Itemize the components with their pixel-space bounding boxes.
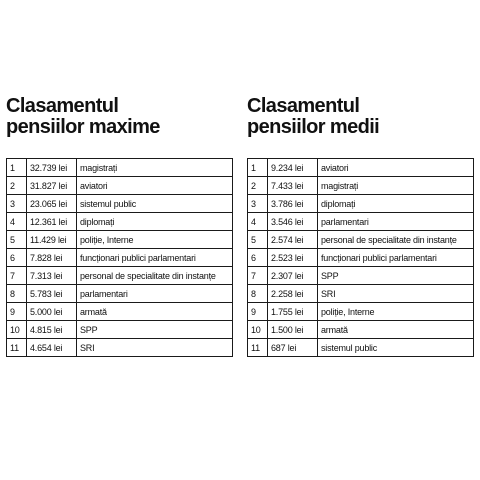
rank-cell: 3 (248, 195, 268, 213)
table-row (248, 321, 474, 339)
pension-value-cell: 2.574 lei (268, 231, 318, 249)
category-cell: funcționari publici parlamentari (77, 249, 233, 267)
rank-cell: 9 (7, 303, 27, 321)
rank-cell: 10 (7, 321, 27, 339)
rank-cell: 1 (248, 159, 268, 177)
ranking-max-panel (6, 95, 216, 353)
rank-cell: 7 (248, 267, 268, 285)
category-cell: parlamentari (318, 213, 474, 231)
pension-value-cell: 1.755 lei (268, 303, 318, 321)
table-row (248, 177, 474, 195)
category-cell: sistemul public (77, 195, 233, 213)
pension-value-cell: 687 lei (268, 339, 318, 357)
rank-cell: 8 (248, 285, 268, 303)
category-cell: personal de specialitate din instanțe (318, 231, 474, 249)
pension-value-cell: 4.654 lei (27, 339, 77, 357)
pension-value-cell: 12.361 lei (27, 213, 77, 231)
rank-cell: 5 (248, 231, 268, 249)
table-row (7, 339, 233, 357)
table-row (7, 285, 233, 303)
rank-cell: 2 (248, 177, 268, 195)
pension-value-cell: 9.234 lei (268, 159, 318, 177)
rank-cell: 7 (7, 267, 27, 285)
table-row (248, 267, 474, 285)
category-cell: SRI (318, 285, 474, 303)
category-cell: magistrați (77, 159, 233, 177)
rank-cell: 8 (7, 285, 27, 303)
table-row (248, 303, 474, 321)
ranking-avg-title-line2: pensiilor medii (247, 116, 380, 138)
category-cell: poliție, Interne (77, 231, 233, 249)
ranking-avg-title-line1: Clasamentul (247, 95, 360, 117)
category-cell: diplomați (318, 195, 474, 213)
pension-value-cell: 2.307 lei (268, 267, 318, 285)
category-cell: armată (77, 303, 233, 321)
category-cell: aviatori (318, 159, 474, 177)
category-cell: SRI (77, 339, 233, 357)
table-row (248, 213, 474, 231)
category-cell: sistemul public (318, 339, 474, 357)
table-row (248, 159, 474, 177)
table-row (7, 159, 233, 177)
rank-cell: 6 (7, 249, 27, 267)
rank-cell: 6 (248, 249, 268, 267)
pension-value-cell: 5.783 lei (27, 285, 77, 303)
category-cell: poliție, Interne (318, 303, 474, 321)
table-row (7, 321, 233, 339)
category-cell: aviatori (77, 177, 233, 195)
pension-value-cell: 2.523 lei (268, 249, 318, 267)
category-cell: funcționari publici parlamentari (318, 249, 474, 267)
rank-cell: 11 (7, 339, 27, 357)
category-cell: personal de specialitate din instanțe (77, 267, 233, 285)
table-row (7, 249, 233, 267)
ranking-avg-title (247, 96, 379, 138)
table-row (7, 303, 233, 321)
ranking-max-title (6, 96, 160, 138)
rank-cell: 5 (7, 231, 27, 249)
ranking-max-title-line2: pensiilor maxime (6, 116, 160, 138)
rank-cell: 2 (7, 177, 27, 195)
table-row (248, 249, 474, 267)
category-cell: SPP (318, 267, 474, 285)
table-row (7, 195, 233, 213)
pension-value-cell: 2.258 lei (268, 285, 318, 303)
rank-cell: 10 (248, 321, 268, 339)
pension-value-cell: 32.739 lei (27, 159, 77, 177)
pension-value-cell: 3.546 lei (268, 213, 318, 231)
ranking-avg-panel (247, 95, 457, 353)
table-row (248, 195, 474, 213)
pension-value-cell: 7.433 lei (268, 177, 318, 195)
pension-value-cell: 23.065 lei (27, 195, 77, 213)
ranking-max-table (6, 158, 233, 357)
rank-cell: 1 (7, 159, 27, 177)
rank-cell: 4 (248, 213, 268, 231)
category-cell: parlamentari (77, 285, 233, 303)
pension-value-cell: 7.313 lei (27, 267, 77, 285)
rank-cell: 9 (248, 303, 268, 321)
pension-value-cell: 5.000 lei (27, 303, 77, 321)
table-row (7, 231, 233, 249)
category-cell: diplomați (77, 213, 233, 231)
pension-value-cell: 1.500 lei (268, 321, 318, 339)
rank-cell: 11 (248, 339, 268, 357)
table-row (248, 231, 474, 249)
rank-cell: 4 (7, 213, 27, 231)
pension-value-cell: 3.786 lei (268, 195, 318, 213)
pension-value-cell: 7.828 lei (27, 249, 77, 267)
category-cell: SPP (77, 321, 233, 339)
table-row (7, 267, 233, 285)
category-cell: magistrați (318, 177, 474, 195)
pension-value-cell: 4.815 lei (27, 321, 77, 339)
category-cell: armată (318, 321, 474, 339)
ranking-max-title-line1: Clasamentul (6, 95, 119, 117)
table-row (248, 285, 474, 303)
table-row (7, 213, 233, 231)
pension-value-cell: 11.429 lei (27, 231, 77, 249)
table-row (248, 339, 474, 357)
ranking-avg-table (247, 158, 474, 357)
rank-cell: 3 (7, 195, 27, 213)
pension-value-cell: 31.827 lei (27, 177, 77, 195)
table-row (7, 177, 233, 195)
